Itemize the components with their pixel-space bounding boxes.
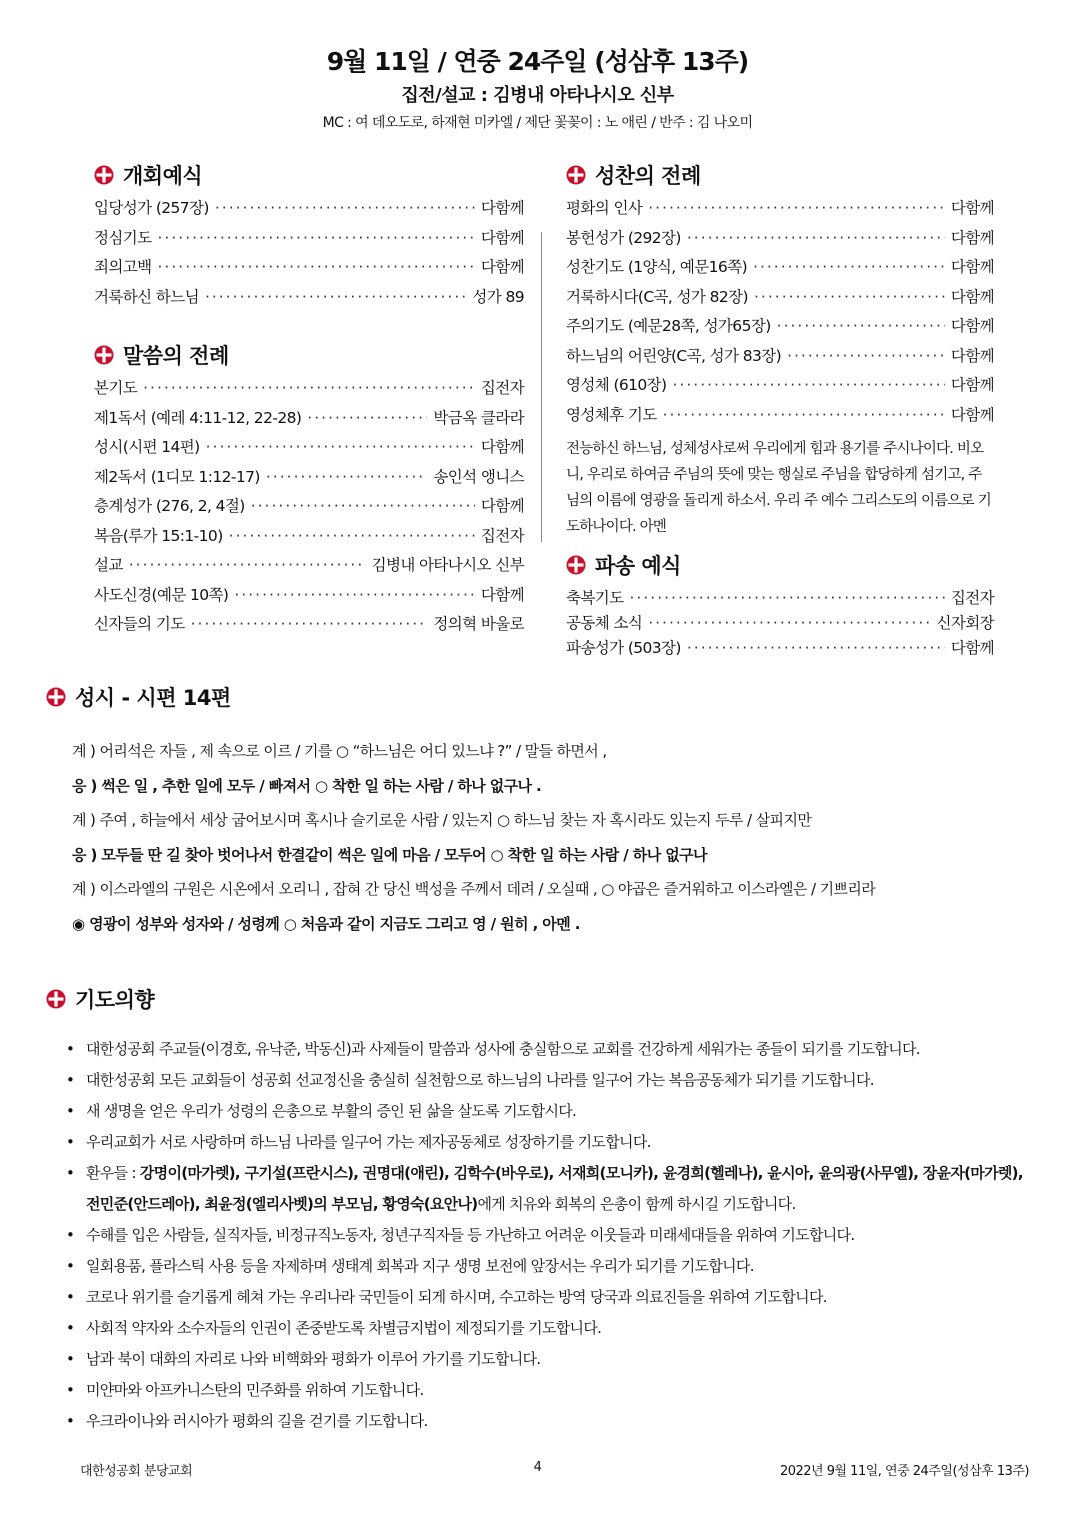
item-label: 축복기도 xyxy=(566,589,624,607)
mc-line: MC : 여 데오도로, 하재현 미카엘 / 제단 꽃꽂이 : 노 애린 / 반주 : 김 나오미 xyxy=(322,115,753,131)
item-role: 신자회장 xyxy=(936,614,994,632)
item-label: 죄의고백 xyxy=(94,258,152,276)
item-role: 집전자 xyxy=(950,589,994,607)
patients-suffix: 에게 치유와 회복의 은총이 함께 하시길 기도합니다. xyxy=(477,1195,796,1213)
dot-leader xyxy=(648,614,930,632)
order-item xyxy=(94,494,524,524)
item-role: 김병내 아타나시오 신부 xyxy=(371,556,524,574)
dot-leader xyxy=(191,615,428,633)
order-item xyxy=(566,586,994,611)
list-item: • 우크라이나와 러시아가 평화의 길을 걷기를 기도합니다. xyxy=(66,1406,1036,1437)
item-role: 송인석 앵니스 xyxy=(433,467,524,486)
list-item: • 대한성공회 모든 교회들이 성공회 선교정신을 충실히 실천함으로 하느님의 나라를 일구어 가는 복음공동체가 되기를 기도합니다. xyxy=(66,1065,1036,1096)
section-dismissal-heading xyxy=(566,548,994,582)
item-role: 다함께 xyxy=(950,405,994,424)
item-label: 공동체 소식 xyxy=(566,614,643,632)
left-column xyxy=(94,158,524,642)
order-item xyxy=(566,285,994,315)
order-item xyxy=(566,636,994,661)
item-label: 거룩하신 하느님 xyxy=(94,287,199,306)
cross-circle-icon xyxy=(46,687,66,707)
intentions-list xyxy=(46,1034,1036,1437)
item-role: 다함께 xyxy=(480,258,524,276)
order-item xyxy=(94,583,524,613)
dot-leader xyxy=(777,317,945,335)
dot-leader xyxy=(673,376,945,394)
cross-circle-icon xyxy=(94,165,114,185)
dot-leader xyxy=(215,199,475,217)
item-role: 다함께 xyxy=(950,199,994,217)
item-role: 집전자 xyxy=(480,526,524,545)
item-label: 설교 xyxy=(94,556,123,574)
order-item xyxy=(94,465,524,495)
dot-leader xyxy=(754,288,945,306)
order-item xyxy=(94,524,524,554)
order-item xyxy=(566,226,994,256)
intentions-section xyxy=(46,982,1036,1437)
section-title: 성시 - 시편 14편 xyxy=(75,686,231,710)
item-role: 다함께 xyxy=(950,228,994,247)
right-column xyxy=(566,158,994,661)
order-item xyxy=(94,406,524,436)
item-role: 다함께 xyxy=(480,585,524,604)
dot-leader xyxy=(143,379,475,397)
dot-leader xyxy=(206,438,475,456)
item-label: 사도신경(예문 10쪽) xyxy=(94,585,229,604)
item-label: 입당성가 (257장) xyxy=(94,199,209,217)
section-eucharist-heading xyxy=(566,158,994,192)
item-label: 평화의 인사 xyxy=(566,199,643,217)
cross-circle-icon xyxy=(566,165,586,185)
item-label: 성시(시편 14편) xyxy=(94,438,200,456)
item-role: 다함께 xyxy=(950,376,994,394)
section-title: 개회예식 xyxy=(123,164,203,188)
list-item: • 남과 북이 대화의 자리로 나와 비핵화와 평화가 이루어 가기를 기도합니다. xyxy=(66,1344,1036,1375)
dot-leader xyxy=(266,468,428,486)
list-item: • 새 생명을 얻은 우리가 성령의 은총으로 부활의 증인 된 삶을 살도록 기도합시다. xyxy=(66,1096,1036,1127)
section-title: 말씀의 전례 xyxy=(123,344,229,368)
order-item xyxy=(94,435,524,465)
dot-leader xyxy=(251,497,475,515)
list-item: • 일회용품, 플라스틱 사용 등을 자제하며 생태계 회복과 지구 생명 보전에 앞장서는 우리가 되기를 기도합니다. xyxy=(66,1251,1036,1282)
item-label: 신자들의 기도 xyxy=(94,615,185,633)
order-item xyxy=(94,255,524,285)
item-role: 정의혁 바울로 xyxy=(433,615,524,633)
order-item xyxy=(566,255,994,285)
psalm-verse-leader: 계 ) 주여 , 하늘에서 세상 굽어보시며 혹시나 슬기로운 사람 / 있는지 ○ 하느님 찾는 자 혹시라도 있는지 두루 / 살피지만 xyxy=(72,811,812,829)
order-item xyxy=(94,553,524,583)
item-role: 다함께 xyxy=(480,438,524,456)
dot-leader xyxy=(158,258,475,276)
item-label: 정심기도 xyxy=(94,228,152,247)
item-label: 봉헌성가 (292장) xyxy=(566,228,681,247)
officiant-line: 집전/설교 : 김병내 아타나시오 신부 xyxy=(401,85,674,106)
footer-church-name: 대한성공회 분당교회 xyxy=(80,1464,193,1479)
header xyxy=(0,44,1075,134)
item-label: 제1독서 (예레 4:11-12, 22-28) xyxy=(94,408,302,427)
list-item: • 대한성공회 주교들(이경호, 유낙준, 박동신)과 사제들이 말씀과 성사에 충실함으로 교회를 건강하게 세워가는 종들이 되기를 기도합니다. xyxy=(66,1034,1036,1065)
list-item-patients xyxy=(66,1158,1036,1220)
psalm-section xyxy=(46,680,1036,941)
item-role: 다함께 xyxy=(480,228,524,247)
order-item xyxy=(566,611,994,636)
list-item: • 수해를 입은 사람들, 실직자들, 비정규직노동자, 청년구직자들 등 가난하고 어려운 이웃들과 미래세대들을 위하여 기도합니다. xyxy=(66,1220,1036,1251)
dot-leader xyxy=(687,639,945,657)
dot-leader xyxy=(129,556,366,574)
order-item xyxy=(94,226,524,256)
item-role: 다함께 xyxy=(950,317,994,335)
post-communion-prayer: 전능하신 하느님, 성체성사로써 우리에게 힘과 용기를 주시나이다. 비오니, 우리로 하여금 주님의 뜻에 맞는 행실로 주님을 합당하게 섬기고, 주님의 이름에 영광을 돌리게 하소서. 우리 주 예수 그리스도의 이름으로 기도하나이다. 아멘 xyxy=(566,441,991,535)
item-role: 집전자 xyxy=(480,379,524,397)
dot-leader xyxy=(307,409,427,427)
order-item xyxy=(94,285,524,315)
dismissal-list xyxy=(566,586,994,661)
item-role: 성가 89 xyxy=(472,287,524,306)
item-role: 다함께 xyxy=(480,199,524,217)
list-item: • 우리교회가 서로 사랑하며 하느님 나라를 일구어 가는 제자공동체로 성장하기를 기도합니다. xyxy=(66,1127,1036,1158)
dot-leader xyxy=(630,589,945,607)
dot-leader xyxy=(205,288,466,306)
page-number: 4 xyxy=(533,1460,542,1475)
item-role: 다함께 xyxy=(480,497,524,515)
item-label: 주의기도 (예문28쪽, 성가65장) xyxy=(566,317,771,335)
cross-circle-icon xyxy=(46,989,66,1009)
psalm-verse-response: 응 ) 썩은 일 , 추한 일에 모두 / 빠져서 ○ 착한 일 하는 사람 / 하나 없구나 . xyxy=(72,776,542,795)
dot-leader xyxy=(687,229,945,247)
dot-leader xyxy=(663,406,945,424)
section-title: 기도의향 xyxy=(75,988,155,1012)
psalm-verses xyxy=(46,734,1036,941)
eucharist-list xyxy=(566,196,994,432)
order-item xyxy=(566,196,994,226)
item-label: 영성체후 기도 xyxy=(566,405,657,424)
item-label: 복음(루가 15:1-10) xyxy=(94,526,223,545)
dot-leader xyxy=(234,586,475,604)
item-label: 거룩하시다(C곡, 성가 82장) xyxy=(566,287,748,306)
item-label: 본기도 xyxy=(94,379,138,397)
patients-prefix: 환우들 : xyxy=(86,1164,140,1182)
order-item xyxy=(94,196,524,226)
psalm-gloria: ◉ 영광이 성부와 성자와 / 성령께 ○ 처음과 같이 지금도 그리고 영 / 원히 , 아멘 . xyxy=(72,914,580,933)
psalm-verse-response: 응 ) 모두들 딴 길 찾아 벗어나서 한결같이 썩은 일에 마음 / 모두어 ○ 착한 일 하는 사람 / 하나 없구나 xyxy=(72,845,707,864)
order-item xyxy=(566,373,994,403)
section-title: 성찬의 전례 xyxy=(595,164,701,188)
order-item xyxy=(94,612,524,642)
list-item: • 미얀마와 아프카니스탄의 민주화를 위하여 기도합니다. xyxy=(66,1375,1036,1406)
item-label: 영성체 (610장) xyxy=(566,376,667,394)
section-psalm-heading xyxy=(46,680,1036,714)
item-label: 하느님의 어린양(C곡, 성가 83장) xyxy=(566,346,782,365)
dot-leader xyxy=(648,199,945,217)
cross-circle-icon xyxy=(566,555,586,575)
opening-list xyxy=(94,196,524,314)
order-item xyxy=(566,403,994,433)
dot-leader xyxy=(787,347,945,365)
item-label: 층계성가 (276, 2, 4절) xyxy=(94,497,245,515)
psalm-verse-leader: 계 ) 이스라엘의 구원은 시온에서 오리니 , 잡혀 간 당신 백성을 주께서 데려 / 오실때 , ○ 야곱은 즐거워하고 이스라엘은 / 기쁘리라 xyxy=(72,880,876,898)
order-item xyxy=(566,314,994,344)
dot-leader xyxy=(753,258,945,276)
section-word-heading xyxy=(94,338,524,372)
patients-names: 강명이(마가렛), 구기설(프란시스), 권명대(애린), 김학수(바우로), 서재희(모니카), 윤경희(헬레나), 윤시아, 윤의광(사무엘), 장윤자(마가렛), 전민준(안드레아), 최윤정(엘리사벳)의 부모님, 황영숙(요안나) xyxy=(86,1164,1023,1213)
column-divider xyxy=(541,232,542,542)
item-role: 다함께 xyxy=(950,346,994,365)
word-list xyxy=(94,376,524,642)
item-role: 다함께 xyxy=(950,287,994,306)
item-role: 박금옥 클라라 xyxy=(433,408,524,427)
item-label: 제2독서 (1디모 1:12-17) xyxy=(94,467,260,486)
order-item xyxy=(94,376,524,406)
dot-leader xyxy=(229,527,475,545)
section-intentions-heading xyxy=(46,982,1036,1016)
order-item xyxy=(566,344,994,374)
cross-circle-icon xyxy=(94,345,114,365)
item-role: 다함께 xyxy=(950,258,994,276)
list-item: • 사회적 약자와 소수자들의 인권이 존중받도록 차별금지법이 제정되기를 기도합니다. xyxy=(66,1313,1036,1344)
footer-date: 2022년 9월 11일, 연중 24주일(성삼후 13주) xyxy=(779,1464,1029,1479)
item-role: 다함께 xyxy=(950,639,994,657)
list-item: • 코로나 위기를 슬기롭게 헤쳐 가는 우리나라 국민들이 되게 하시며, 수고하는 방역 당국과 의료진들을 위하여 기도합니다. xyxy=(66,1282,1036,1313)
psalm-verse-leader: 계 ) 어리석은 자들 , 제 속으로 이르 / 기를 ○ “하느님은 어디 있느냐 ?” / 말들 하면서 , xyxy=(72,742,607,760)
item-label: 성찬기도 (1양식, 예문16쪽) xyxy=(566,258,748,276)
section-opening-heading xyxy=(94,158,524,192)
section-title: 파송 예식 xyxy=(595,554,681,578)
page-title: 9월 11일 / 연중 24주일 (성삼후 13주) xyxy=(326,47,749,76)
dot-leader xyxy=(158,229,475,247)
item-label: 파송성가 (503장) xyxy=(566,639,681,657)
